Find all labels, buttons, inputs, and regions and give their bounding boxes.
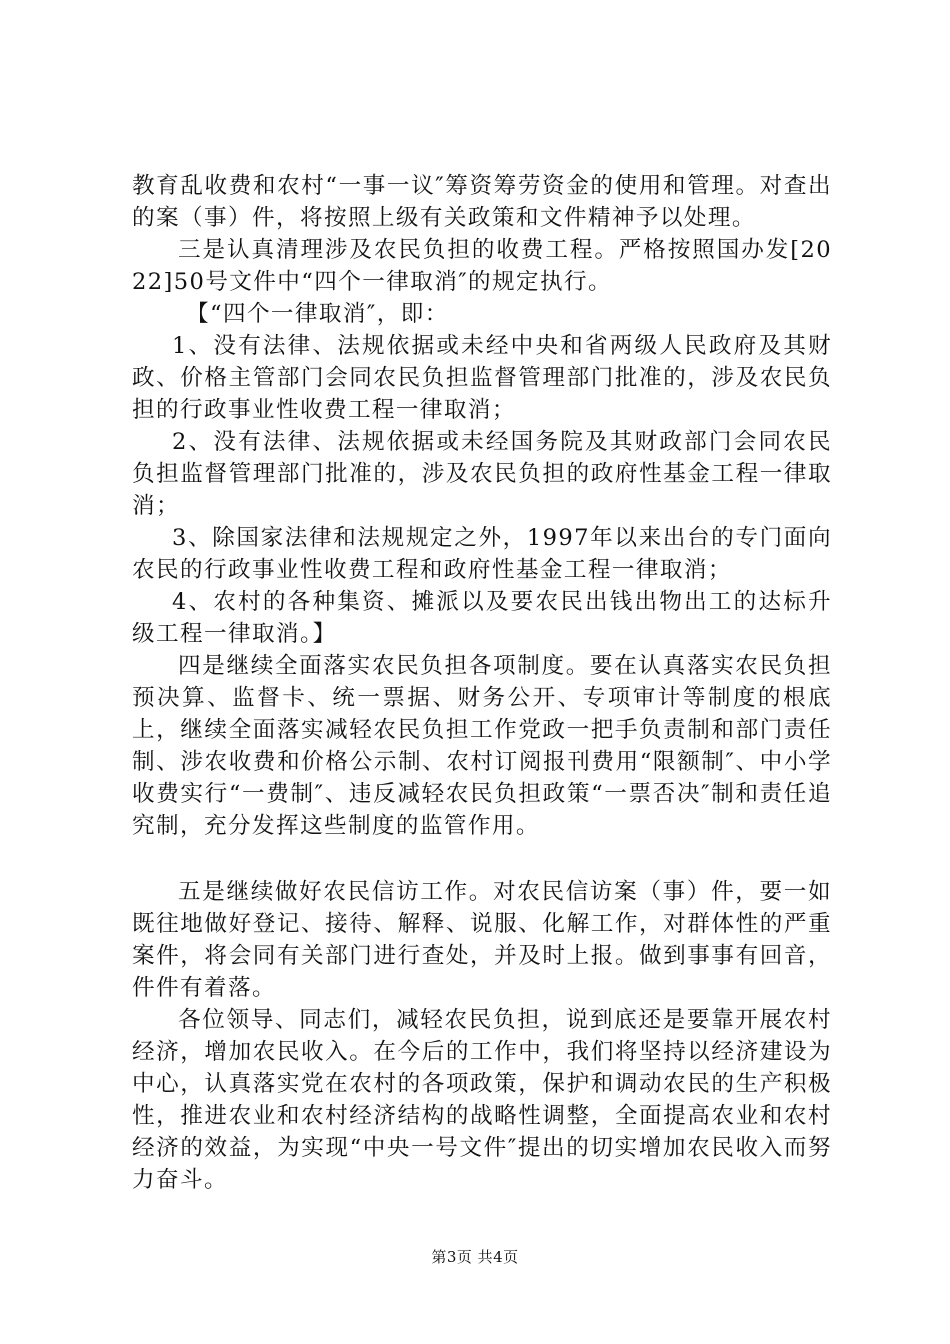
list-item-4: 4、农村的各种集资、摊派以及要农民出钱出物出工的达标升级工程一律取消。】	[132, 589, 832, 647]
paragraph-closing: 各位领导、同志们，减轻农民负担，说到底还是要靠开展农村经济，增加农民收入。在今后的工作中，我们将坚持以经济建设为中心，认真落实党在农村的各项政策，保护和调动农民的生产积极性，推进农业和农村经济结构的战略性调整，全面提高农业和农村经济的效益，为实现“中央一号文件″提出的切实增加农民收入而努力奋斗。	[132, 1007, 832, 1193]
list-item-2: 2、没有法律、法规依据或未经国务院及其财政部门会同农民负担监督管理部门批准的，涉及农民负担的政府性基金工程一律取消；	[132, 429, 832, 519]
paragraph-fourth-point: 四是继续全面落实农民负担各项制度。要在认真落实农民负担预决算、监督卡、统一票据、财务公开、专项审计等制度的根底上，继续全面落实减轻农民负担工作党政一把手负责制和部门责任制、涉农收费和价格公示制、农村订阅报刊费用“限额制″、中小学收费实行“一费制″、违反减轻农民负担政策“一票否决″制和责任追究制，充分发挥这些制度的监管作用。	[132, 653, 832, 839]
document-body	[132, 170, 832, 1196]
paragraph-fifth-point: 五是继续做好农民信访工作。对农民信访案（事）件，要一如既往地做好登记、接待、解释、说服、化解工作，对群体性的严重案件，将会同有关部门进行查处，并及时上报。做到事事有回音，件件有着落。	[132, 879, 832, 1001]
paragraph-third-point: 三是认真清理涉及农民负担的收费工程。严格按照国办发[2022]50号文件中“四个一律取消″的规定执行。	[132, 237, 832, 295]
paragraph-continuation: 教育乱收费和农村“一事一议″筹资筹劳资金的使用和管理。对查出的案（事）件，将按照上级有关政策和文件精神予以处理。	[132, 173, 832, 231]
list-item-3: 3、除国家法律和法规规定之外，1997年以来出台的专门面向农民的行政事业性收费工程和政府性基金工程一律取消；	[132, 525, 832, 583]
page-number-footer: 第3页 共4页	[431, 1248, 519, 1266]
list-item-1: 1、没有法律、法规依据或未经中央和省两级人民政府及其财政、价格主管部门会同农民负担监督管理部门批准的，涉及农民负担的行政事业性收费工程一律取消；	[132, 333, 832, 423]
paragraph-four-cancellations-intro: 【“四个一律取消″，即：	[186, 301, 449, 327]
